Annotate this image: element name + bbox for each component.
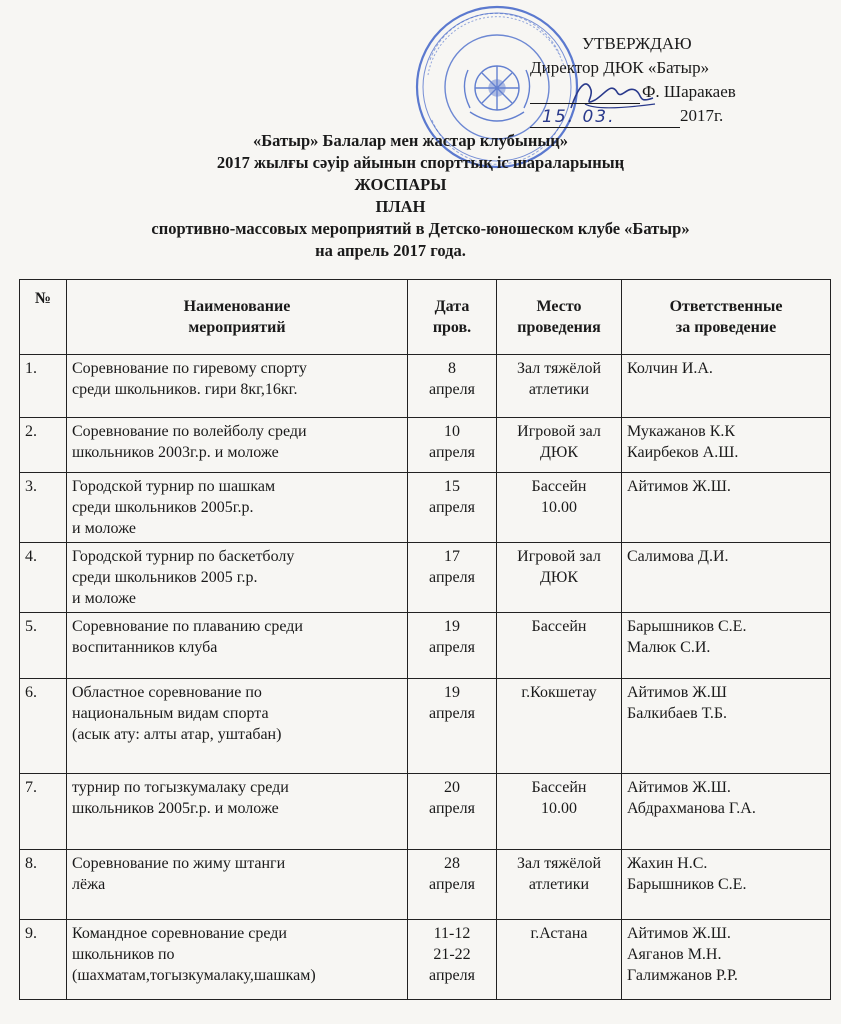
row-responsible: Айтимов Ж.Ш Балкибаев Т.Б.: [622, 679, 831, 774]
table-row: [20, 355, 831, 418]
table-row: [20, 920, 831, 1000]
row-date: 28 апреля: [408, 850, 497, 920]
signature-underline: [530, 85, 640, 104]
row-place: Бассейн: [497, 613, 622, 679]
row-event-name: Соревнование по плаванию среди воспитанников клуба: [67, 613, 408, 679]
header-date: Дата пров.: [408, 280, 497, 355]
table-row: [20, 543, 831, 613]
table-row: [20, 679, 831, 774]
row-event-name: Командное соревнование среди школьников по (шахматам,тогызкумалаку,шашкам): [67, 920, 408, 1000]
row-num: 7.: [20, 774, 67, 850]
heading-ru-period: на апрель 2017 года.: [315, 241, 466, 260]
row-event-name: турнир по тогызкумалаку среди школьников 2005г.р. и моложе: [67, 774, 408, 850]
approval-block: [530, 32, 830, 128]
row-num: 2.: [20, 418, 67, 473]
header-place: Место проведения: [497, 280, 622, 355]
header-name: Наименование мероприятий: [67, 280, 408, 355]
date-underline: [530, 109, 680, 128]
approval-title: УТВЕРЖДАЮ: [582, 34, 692, 53]
row-place: Игровой зал ДЮК: [497, 418, 622, 473]
row-date: 11-12 21-22 апреля: [408, 920, 497, 1000]
header-num: №: [20, 280, 67, 355]
approval-name-line: [530, 80, 830, 104]
approval-year: 2017г.: [680, 106, 724, 125]
row-event-name: Областное соревнование по национальным видам спорта (асык ату: алты атар, уштабан): [67, 679, 408, 774]
row-place: Зал тяжёлой атлетики: [497, 355, 622, 418]
row-place: Бассейн 10.00: [497, 473, 622, 543]
heading-ru-title: ПЛАН: [375, 197, 426, 216]
row-responsible: Айтимов Ж.Ш.: [622, 473, 831, 543]
row-date: 8 апреля: [408, 355, 497, 418]
table-row: [20, 418, 831, 473]
row-date: 17 апреля: [408, 543, 497, 613]
row-date: 19 апреля: [408, 613, 497, 679]
row-event-name: Соревнование по волейболу среди школьников 2003г.р. и моложе: [67, 418, 408, 473]
row-num: 4.: [20, 543, 67, 613]
row-num: 9.: [20, 920, 67, 1000]
row-event-name: Городской турнир по шашкам среди школьников 2005г.р. и моложе: [67, 473, 408, 543]
heading-kz-plan: 2017 жылғы сәуір айынын спорттық іс шараларының: [216, 153, 625, 172]
row-place: Игровой зал ДЮК: [497, 543, 622, 613]
row-place: г.Астана: [497, 920, 622, 1000]
row-num: 8.: [20, 850, 67, 920]
row-responsible: Салимова Д.И.: [622, 543, 831, 613]
row-responsible: Барышников С.Е. Малюк С.И.: [622, 613, 831, 679]
row-responsible: Колчин И.А.: [622, 355, 831, 418]
row-date: 20 апреля: [408, 774, 497, 850]
row-place: Бассейн 10.00: [497, 774, 622, 850]
row-date: 15 апреля: [408, 473, 497, 543]
row-event-name: Соревнование по гиревому спорту среди школьников. гири 8кг,16кг.: [67, 355, 408, 418]
row-responsible: Мукажанов К.К Каирбеков А.Ш.: [622, 418, 831, 473]
row-num: 3.: [20, 473, 67, 543]
row-num: 5.: [20, 613, 67, 679]
heading-kz-club: «Батыр» Балалар мен жастар клубының»: [253, 131, 568, 150]
approval-handwritten-date: 15. 03.: [542, 107, 616, 127]
row-place: г.Кокшетау: [497, 679, 622, 774]
approval-date-line: [530, 104, 830, 128]
row-date: 19 апреля: [408, 679, 497, 774]
approval-name: Ф. Шаракаев: [642, 82, 736, 101]
row-event-name: Городской турнир по баскетболу среди школьников 2005 г.р. и моложе: [67, 543, 408, 613]
events-table: [19, 279, 831, 1000]
row-num: 6.: [20, 679, 67, 774]
row-responsible: Айтимов Ж.Ш. Абдрахманова Г.А.: [622, 774, 831, 850]
approval-position: Директор ДЮК «Батыр»: [530, 58, 710, 77]
row-place: Зал тяжёлой атлетики: [497, 850, 622, 920]
row-responsible: Жахин Н.С. Барышников С.Е.: [622, 850, 831, 920]
table-row: [20, 613, 831, 679]
row-num: 1.: [20, 355, 67, 418]
heading-ru-subtitle: спортивно-массовых мероприятий в Детско-юношеском клубе «Батыр»: [151, 219, 690, 238]
row-event-name: Соревнование по жиму штанги лёжа: [67, 850, 408, 920]
table-row: [20, 774, 831, 850]
document-headings: [0, 130, 841, 262]
table-row: [20, 850, 831, 920]
table-header-row: [20, 280, 831, 355]
row-responsible: Айтимов Ж.Ш. Аяганов М.Н. Галимжанов Р.Р.: [622, 920, 831, 1000]
row-date: 10 апреля: [408, 418, 497, 473]
header-responsible: Ответственные за проведение: [622, 280, 831, 355]
table-row: [20, 473, 831, 543]
heading-kz-title: ЖОСПАРЫ: [354, 175, 447, 194]
